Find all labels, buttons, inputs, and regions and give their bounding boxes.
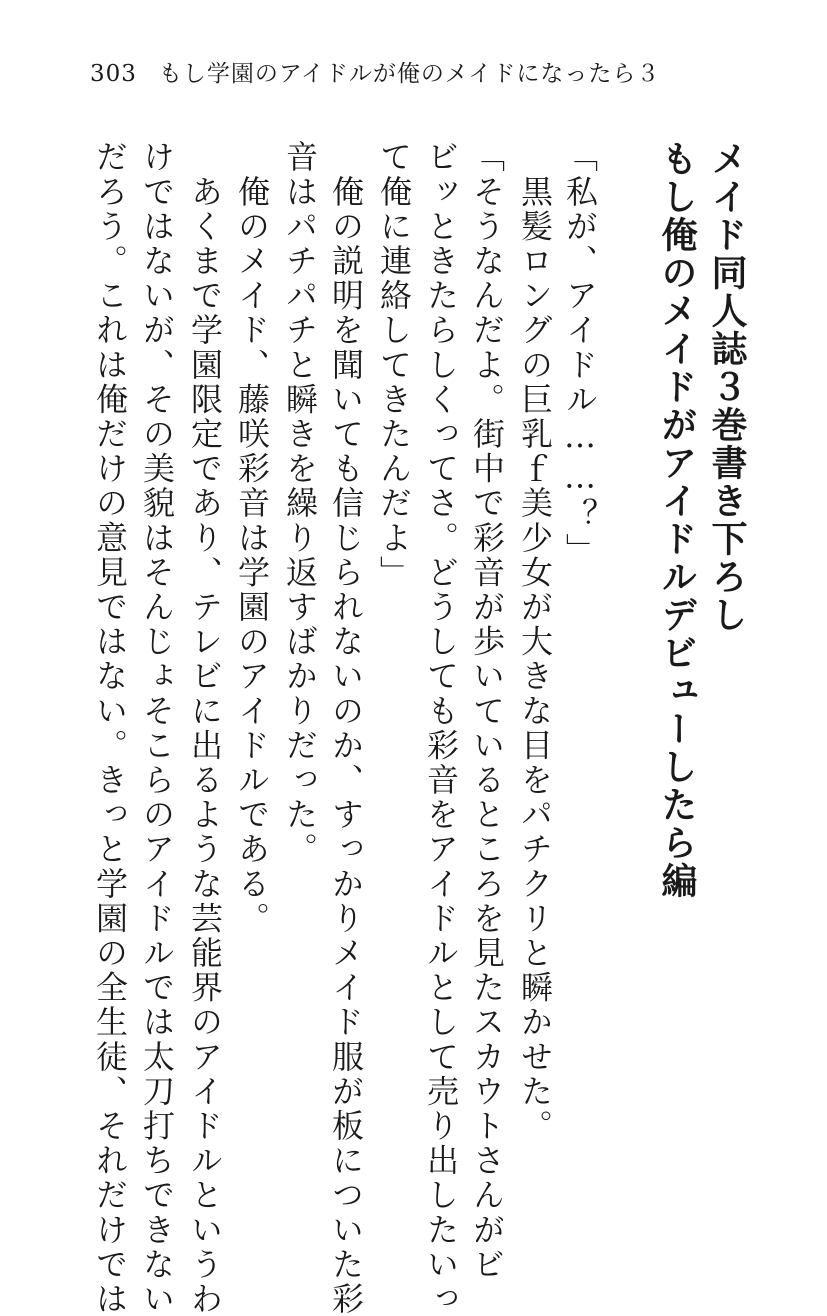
text-column-9: あくまで学園限定であり、テレビに出るような芸能界のアイドルというわ bbox=[186, 140, 224, 1316]
text-column-10: けではないが、その美貌はそんじょそこらのアイドルでは太刀打ちできない bbox=[138, 140, 176, 1316]
text-column-3: 「そうなんだよ。街中で彩音が歩いているところを見たスカウトさんがビ bbox=[468, 140, 506, 1282]
running-header bbox=[90, 55, 660, 88]
text-column-7: 音はパチパチと瞬きを繰り返すばかりだった。 bbox=[281, 140, 319, 867]
text-column-6: 俺の説明を聞いても信じられないのか、すっかりメイド服が板についた彩 bbox=[327, 140, 365, 1316]
text-column-4: ビッときたらしくってさ。どうしても彩音をアイドルとして売り出したいっ bbox=[422, 140, 460, 1316]
chapter-title-line-1: メイド同人誌３巻書き下ろし bbox=[706, 140, 747, 634]
text-column-8: 俺のメイド、藤咲彩音は学園のアイドルである。 bbox=[233, 140, 271, 936]
running-title: もし学園のアイドルが俺のメイドになったら３ bbox=[158, 61, 661, 87]
chapter-title-line-2: もし俺のメイドがアイドルデビューしたら編 bbox=[656, 140, 697, 900]
text-column-2: 黒髪ロングの巨乳ｆ美少女が大きな目をパチクリと瞬かせた。 bbox=[516, 140, 554, 1144]
text-column-5: て俺に連絡してきたんだよ」 bbox=[375, 140, 413, 590]
text-column-1: 「私が、アイドル……？」 bbox=[561, 140, 599, 568]
text-column-11: だろう。これは俺だけの意見ではない。きっと学園の全生徒、それだけでは bbox=[91, 140, 129, 1316]
page-number: 303 bbox=[90, 61, 137, 87]
